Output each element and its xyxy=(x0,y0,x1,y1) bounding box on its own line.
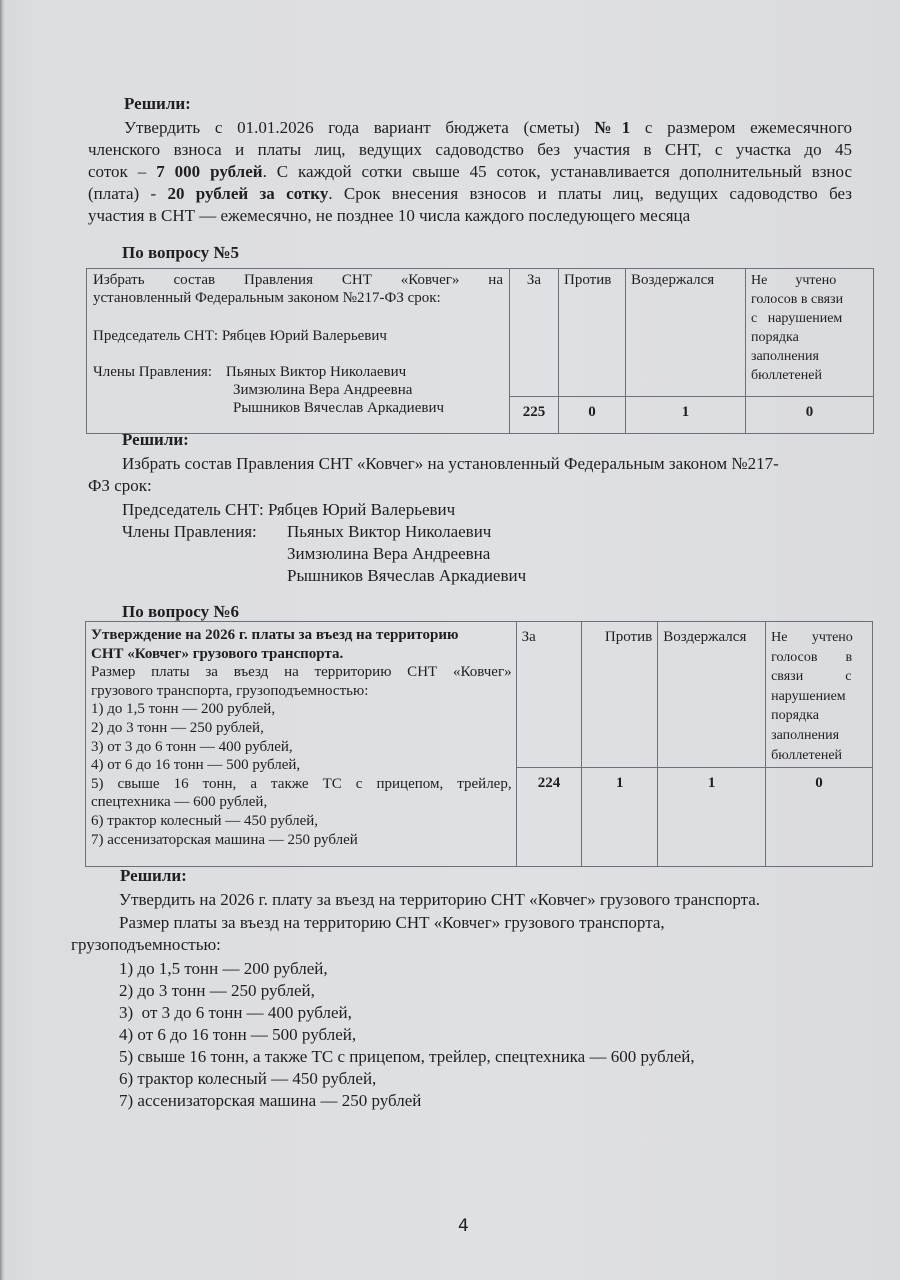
header-line: заполнения xyxy=(771,727,840,743)
question-5-vote-table xyxy=(86,268,874,434)
question-6-heading: По вопросу №6 xyxy=(122,602,239,621)
decision-line: Избрать состав Правления СНТ «Ковчег» на установленный Федеральным законом №217- xyxy=(122,454,779,473)
column-header-not-counted xyxy=(746,269,874,397)
item-text: до 1,5 тонн — 200 рублей, xyxy=(137,959,328,978)
item-text: трактор колесный — 450 рублей, xyxy=(137,1069,377,1088)
member-name: Рышников Вячеслав Аркадиевич xyxy=(233,400,445,416)
decision-line: ФЗ срок: xyxy=(88,476,152,495)
column-header-for: За xyxy=(516,622,582,768)
description-line: Размер платы за въезд на территорию СНТ «Ковчег» xyxy=(91,664,512,681)
decision-tariff-item xyxy=(119,1068,376,1089)
item-text: свыше 16 тонн, а также ТС с прицепом, трейлер, спецтехника — 600 рублей, xyxy=(137,1047,695,1066)
budget-variant-number: №1 xyxy=(594,118,631,137)
text-span: . С каждой сотки свыше 45 соток, устанавливается дополнительный взнос xyxy=(262,162,852,181)
tariff-item: 3) от 3 до 6 тонн — 400 рублей, xyxy=(91,738,293,755)
decision-tariff-item xyxy=(119,1024,356,1045)
item-number: 7) xyxy=(119,1091,134,1110)
decision-chairman: Председатель СНТ: Рябцев Юрий Валерьевич xyxy=(122,500,456,519)
question-5-heading: По вопросу №5 xyxy=(122,243,239,262)
description-title-line: Утверждение на 2026 г. платы за въезд на территорию xyxy=(91,627,459,643)
header-line: голосов в связи xyxy=(751,292,844,307)
member-name: Зимзюлина Вера Андреевна xyxy=(233,382,413,398)
votes-abstained: 1 xyxy=(626,397,746,434)
question-6-description xyxy=(86,622,517,867)
question-5-description xyxy=(87,269,510,434)
decision-line: грузоподъемностью: xyxy=(71,935,221,954)
member-name: Пьяных Виктор Николаевич xyxy=(225,364,407,380)
additional-fee: 20 рублей за сотку xyxy=(167,184,329,203)
description-line: установленный Федеральным законом №217-ФЗ срок: xyxy=(93,290,441,306)
item-number: 1) xyxy=(119,959,134,978)
members-line xyxy=(93,363,503,381)
tariff-item: 2) до 3 тонн — 250 рублей, xyxy=(91,719,264,736)
column-header-against: Против xyxy=(559,269,626,397)
item-number: 2) xyxy=(119,981,134,1000)
decision-member-name: Пьяных Виктор Николаевич xyxy=(287,522,492,541)
header-line: порядка xyxy=(771,708,819,724)
fee-amount: 7 000 рублей xyxy=(156,162,263,181)
chairman-line: Председатель СНТ: Рябцев Юрий Валерьевич xyxy=(93,328,387,344)
column-header-abstained: Воздержался xyxy=(626,269,746,397)
votes-not-counted: 0 xyxy=(766,768,873,867)
tariff-item: 6) трактор колесный — 450 рублей, xyxy=(91,812,319,829)
decision-paragraph-line: членского взноса и платы лиц, ведущих садоводство без участия в СНТ, с участка до 45 xyxy=(88,140,852,159)
header-line: бюллетеней xyxy=(771,747,843,763)
decision-paragraph-line: участия в СНТ — ежемесячно, не позднее 10 числа каждого последующего месяца xyxy=(88,206,691,225)
item-text: от 3 до 6 тонн — 400 рублей, xyxy=(137,1003,352,1022)
decision-tariff-item xyxy=(119,1002,352,1023)
question-5-decision-heading: Решили: xyxy=(122,430,189,449)
decision-tariff-item xyxy=(119,1046,695,1067)
item-number: 6) xyxy=(119,1069,134,1088)
votes-for: 224 xyxy=(516,768,582,867)
page-number: 4 xyxy=(458,1216,469,1236)
column-header-against: Против xyxy=(582,622,658,768)
description-line: грузового транспорта, грузоподъемностью: xyxy=(91,682,369,699)
members-label: Члены Правления: xyxy=(93,364,212,380)
tariff-item: 4) от 6 до 16 тонн — 500 рублей, xyxy=(91,757,301,774)
header-line: бюллетеней xyxy=(751,368,822,383)
decision-paragraph-line xyxy=(88,161,852,182)
item-text: до 3 тонн — 250 рублей, xyxy=(137,981,315,1000)
decision-paragraph-line xyxy=(88,183,852,204)
text-span: (плата) - xyxy=(88,184,168,203)
header-line: заполнения xyxy=(751,349,819,364)
header-line: Не учтено xyxy=(751,273,837,288)
votes-against: 1 xyxy=(582,768,658,867)
decision-line: Утвердить на 2026 г. плату за въезд на территорию СНТ «Ковчег» грузового транспорта. xyxy=(119,890,761,909)
header-line: связи с xyxy=(771,669,852,685)
decision-member-name: Зимзюлина Вера Андреевна xyxy=(287,544,491,563)
item-number: 3) xyxy=(119,1003,134,1022)
decision-line: Размер платы за въезд на территорию СНТ «Ковчег» грузового транспорта, xyxy=(119,913,665,932)
text-span: соток – xyxy=(88,162,157,181)
column-header-not-counted xyxy=(766,622,873,768)
tariff-item: спецтехника — 600 рублей, xyxy=(91,794,268,811)
text-span: Утвердить с 01.01.2026 года вариант бюджета (сметы) xyxy=(124,118,595,137)
text-span: с размером ежемесячного xyxy=(630,118,853,137)
item-number: 4) xyxy=(119,1025,134,1044)
header-line: с нарушением xyxy=(751,311,843,326)
header-line: Не учтено xyxy=(771,630,853,645)
decision-tariff-item xyxy=(119,1090,421,1111)
votes-for: 225 xyxy=(510,397,559,434)
votes-abstained: 1 xyxy=(658,768,766,867)
description-title-line: СНТ «Ковчег» грузового транспорта. xyxy=(91,645,344,662)
tariff-item: 7) ассенизаторская машина — 250 рублей xyxy=(91,831,358,848)
item-number: 5) xyxy=(119,1047,134,1066)
tariff-item: 5) свыше 16 тонн, а также ТС с прицепом, трейлер, xyxy=(91,775,512,792)
description-line: Избрать состав Правления СНТ «Ковчег» на xyxy=(93,272,503,288)
decision-paragraph-line xyxy=(124,117,852,138)
header-line: голосов в xyxy=(771,649,853,665)
question-6-vote-table xyxy=(85,621,873,867)
text-span: . Срок внесения взносов и платы лиц, ведущих садоводство без xyxy=(328,184,852,203)
decision-tariff-item xyxy=(119,980,315,1001)
votes-against: 0 xyxy=(559,397,626,434)
decision-tariff-item xyxy=(119,958,328,979)
votes-not-counted: 0 xyxy=(746,397,874,434)
decision-members-label: Члены Правления: xyxy=(122,522,257,541)
decision-member-name: Рышников Вячеслав Аркадиевич xyxy=(287,566,527,585)
tariff-item: 1) до 1,5 тонн — 200 рублей, xyxy=(91,701,276,718)
header-line: порядка xyxy=(751,330,799,345)
item-text: ассенизаторская машина — 250 рублей xyxy=(137,1091,422,1110)
column-header-for: За xyxy=(510,269,559,397)
column-header-abstained: Воздержался xyxy=(658,622,766,768)
decision-heading: Решили: xyxy=(124,94,191,113)
item-text: от 6 до 16 тонн — 500 рублей, xyxy=(137,1025,357,1044)
header-line: нарушением xyxy=(771,688,846,704)
question-6-decision-heading: Решили: xyxy=(120,866,187,885)
